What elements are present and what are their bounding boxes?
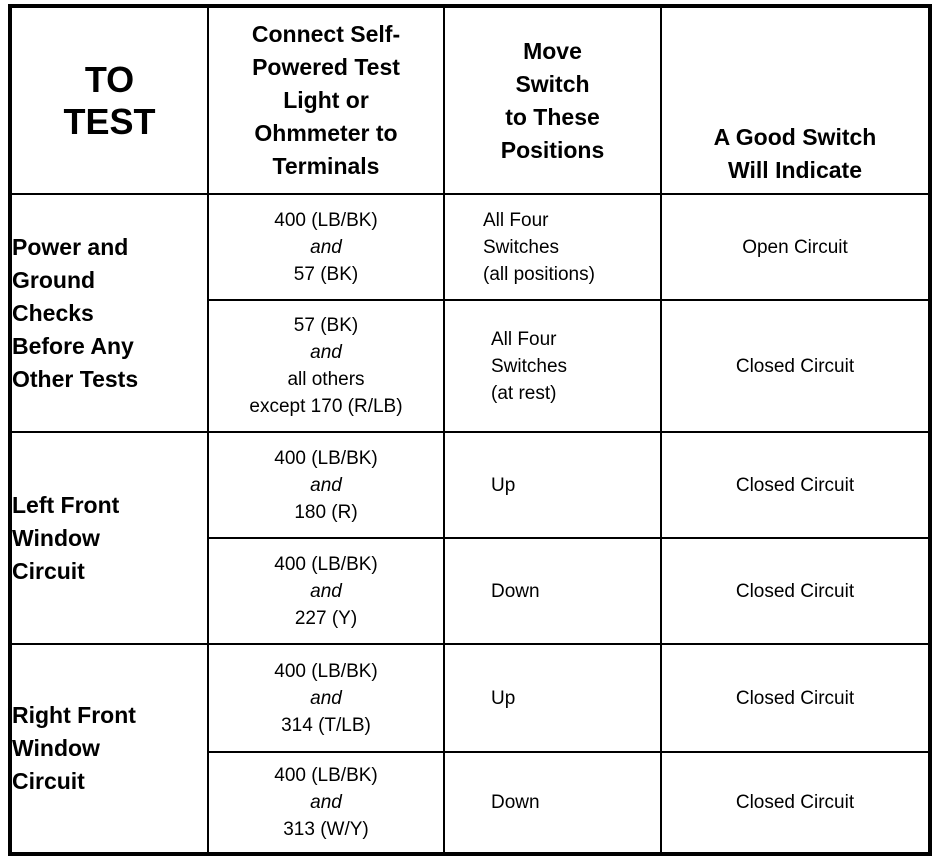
terminal-b: 180 (R) bbox=[294, 501, 358, 523]
test-line: Window bbox=[12, 735, 100, 761]
positions-cell bbox=[444, 432, 661, 538]
and-label: and bbox=[310, 474, 342, 496]
terminals-cell bbox=[208, 538, 444, 644]
switch-test-table bbox=[8, 4, 932, 856]
position-line: Down bbox=[491, 792, 540, 813]
terminal-b: 314 (T/LB) bbox=[281, 714, 371, 736]
header-indicate-line: Will Indicate bbox=[728, 157, 862, 183]
and-label: and bbox=[310, 342, 342, 363]
table-row bbox=[10, 432, 930, 538]
test-line: Circuit bbox=[12, 557, 85, 584]
header-to-test-line: TEST bbox=[63, 100, 156, 142]
test-line: Checks bbox=[12, 299, 94, 326]
position-line: All Four bbox=[491, 328, 557, 350]
indicate-cell: Closed Circuit bbox=[661, 300, 930, 432]
terminals-cell bbox=[208, 432, 444, 538]
indicate-cell: Closed Circuit bbox=[661, 644, 930, 752]
terminal-a: 57 (BK) bbox=[293, 315, 359, 336]
positions-cell bbox=[444, 300, 661, 432]
and-label: and bbox=[310, 236, 342, 258]
header-move-line: to These bbox=[505, 103, 600, 130]
header-connect-terminals bbox=[208, 6, 444, 194]
terminal-a: 400 (LB/BK) bbox=[274, 660, 378, 682]
terminals-cell bbox=[208, 644, 444, 752]
terminal-b: 313 (W/Y) bbox=[283, 819, 369, 840]
test-line: Ground bbox=[12, 266, 96, 293]
header-good-switch bbox=[661, 6, 930, 194]
positions-cell bbox=[444, 538, 661, 644]
indicate-cell: Closed Circuit bbox=[661, 432, 930, 538]
and-label: and bbox=[310, 687, 342, 709]
and-label: and bbox=[310, 580, 342, 602]
terminals-cell bbox=[208, 300, 444, 432]
table-row bbox=[10, 644, 930, 752]
header-move-line: Positions bbox=[500, 136, 605, 163]
test-line: Window bbox=[12, 524, 100, 551]
header-connect-line: Light or bbox=[283, 87, 369, 113]
indicate-cell: Open Circuit bbox=[661, 194, 930, 300]
header-connect-line: Connect Self- bbox=[251, 21, 401, 47]
terminal-a: 400 (LB/BK) bbox=[274, 447, 378, 469]
indicate-cell: Closed Circuit bbox=[661, 538, 930, 644]
header-move-line: Switch bbox=[515, 70, 590, 97]
test-line: Circuit bbox=[12, 768, 85, 794]
header-to-test bbox=[10, 6, 208, 194]
terminal-a: 400 (LB/BK) bbox=[274, 553, 378, 575]
test-cell-power-ground bbox=[10, 194, 208, 432]
terminals-cell bbox=[208, 752, 444, 854]
header-connect-line: Ohmmeter to bbox=[254, 120, 398, 146]
indicate-cell: Closed Circuit bbox=[661, 752, 930, 854]
header-move-line: Move bbox=[523, 37, 582, 64]
terminal-a: 400 (LB/BK) bbox=[274, 209, 378, 231]
positions-cell bbox=[444, 752, 661, 854]
header-indicate-line: A Good Switch bbox=[713, 124, 877, 150]
positions-cell bbox=[444, 644, 661, 752]
terminals-cell bbox=[208, 194, 444, 300]
test-line: Right Front bbox=[12, 702, 136, 728]
header-move-switch bbox=[444, 6, 661, 194]
test-line: Before Any bbox=[12, 332, 134, 359]
header-connect-line: Terminals bbox=[272, 153, 380, 179]
position-line: All Four bbox=[483, 209, 549, 231]
terminal-b: all others bbox=[287, 369, 365, 390]
terminal-a: 400 (LB/BK) bbox=[274, 765, 378, 786]
position-line: Switches bbox=[483, 236, 560, 258]
test-line: Power and bbox=[12, 233, 129, 260]
test-cell-left-front-window bbox=[10, 432, 208, 644]
terminal-b: 227 (Y) bbox=[294, 607, 358, 629]
test-cell-right-front-window bbox=[10, 644, 208, 854]
position-line: (all positions) bbox=[483, 263, 595, 285]
table-row bbox=[10, 194, 930, 300]
position-line: (at rest) bbox=[491, 382, 557, 404]
test-line: Left Front bbox=[12, 491, 120, 518]
position-line: Switches bbox=[491, 355, 568, 377]
header-row bbox=[10, 6, 930, 194]
test-line: Other Tests bbox=[12, 365, 139, 392]
position-line: Up bbox=[491, 687, 516, 709]
header-connect-line: Powered Test bbox=[252, 54, 400, 80]
terminal-b: 57 (BK) bbox=[293, 263, 359, 285]
and-label: and bbox=[310, 792, 342, 813]
positions-cell bbox=[444, 194, 661, 300]
terminal-c: except 170 (R/LB) bbox=[249, 396, 403, 417]
header-to-test-line: TO bbox=[84, 58, 135, 100]
position-line: Up bbox=[491, 474, 516, 496]
position-line: Down bbox=[491, 580, 540, 602]
